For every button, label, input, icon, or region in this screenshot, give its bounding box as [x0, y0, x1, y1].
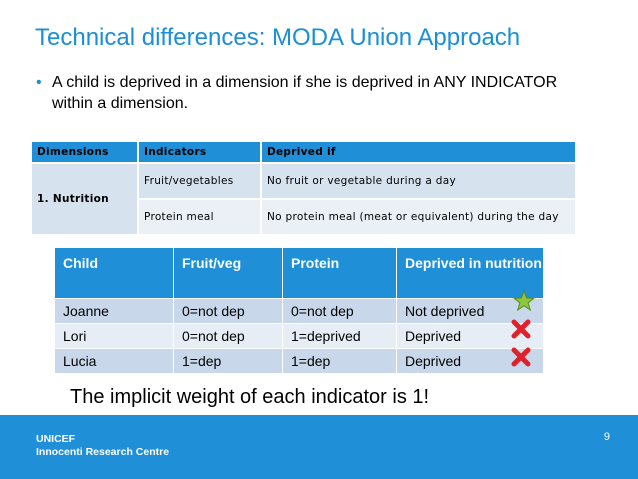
header-fruit-veg: Fruit/veg — [174, 248, 283, 299]
deprived-if-cell: No fruit or vegetable during a day — [261, 163, 576, 199]
protein-value: 1=dep — [283, 349, 397, 374]
table-row — [55, 299, 544, 324]
header-dimensions: Dimensions — [32, 142, 138, 163]
implicit-weight-note: The implicit weight of each indicator is 1! — [70, 386, 430, 408]
deprived-value: Not deprived — [397, 299, 544, 324]
page-number: 9 — [603, 431, 610, 443]
cross-icon — [510, 318, 532, 340]
footer-org-name: UNICEF — [36, 433, 76, 445]
children-table — [54, 247, 544, 374]
deprived-value: Deprived — [397, 349, 544, 374]
footer-bar — [0, 415, 638, 479]
header-deprived-in-nutrition: Deprived in nutrition — [397, 248, 544, 299]
fruit-value: 0=not dep — [174, 324, 283, 349]
header-indicators: Indicators — [138, 142, 261, 163]
cross-icon — [510, 346, 532, 368]
table-row — [55, 349, 544, 374]
dimensions-table-header — [32, 142, 576, 163]
deprived-value: Deprived — [397, 324, 544, 349]
fruit-value: 0=not dep — [174, 299, 283, 324]
bullet-text: A child is deprived in a dimension if she is deprived in ANY INDICATOR within a dimension. — [52, 74, 558, 112]
header-protein: Protein — [283, 248, 397, 299]
indicator-cell: Fruit/vegetables — [138, 163, 261, 199]
dimension-nutrition: 1. Nutrition — [32, 163, 138, 234]
table-row — [32, 163, 576, 199]
bullet-point — [36, 72, 596, 114]
footer-org-subname: Innocenti Research Centre — [36, 446, 170, 458]
children-table-header — [55, 248, 544, 299]
table-row — [55, 324, 544, 349]
protein-value: 0=not dep — [283, 299, 397, 324]
child-name: Lori — [55, 324, 174, 349]
fruit-value: 1=dep — [174, 349, 283, 374]
child-name: Joanne — [55, 299, 174, 324]
protein-value: 1=deprived — [283, 324, 397, 349]
dimensions-table — [32, 142, 577, 234]
bullet-symbol: • — [36, 74, 42, 91]
header-child: Child — [55, 248, 174, 299]
child-name: Lucia — [55, 349, 174, 374]
deprived-if-cell: No protein meal (meat or equivalent) during the day — [261, 199, 576, 234]
star-icon — [513, 290, 535, 312]
indicator-cell: Protein meal — [138, 199, 261, 234]
slide-title: Technical differences: MODA Union Approach — [35, 24, 521, 51]
header-deprived-if: Deprived if — [261, 142, 576, 163]
